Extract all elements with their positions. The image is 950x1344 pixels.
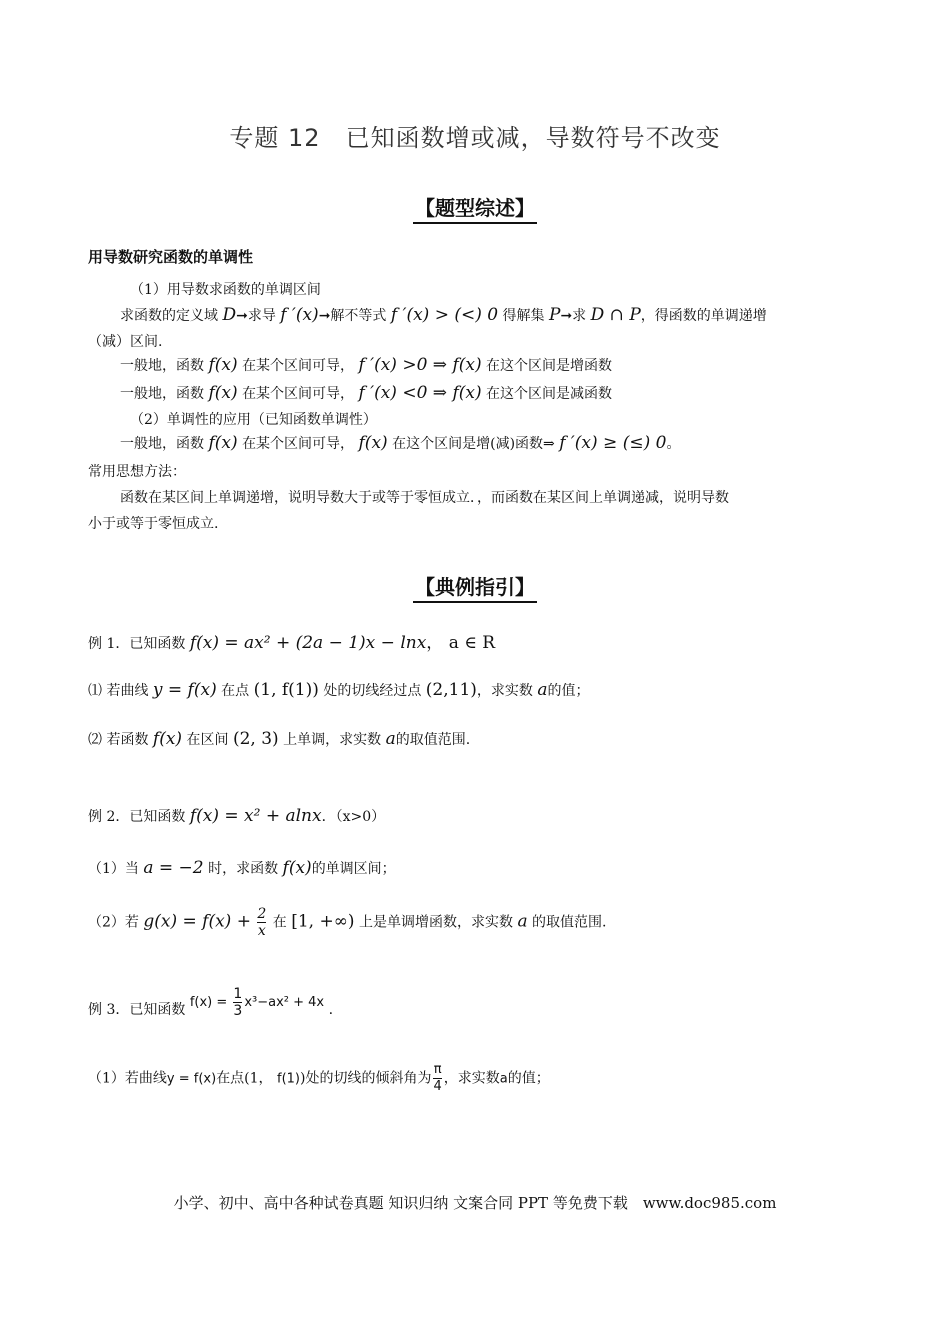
overview-paragraph: 小于或等于零恒成立.: [88, 516, 219, 532]
fraction: $\frac{1}{3}$: [233, 986, 243, 1019]
example-2-question-2: （2）若 g(x) = f(x) + $\frac{2}{x}$ 在 [1, +∞) 上是单调增函数，求实数 a 的取值范围.: [88, 906, 607, 939]
example-2-question-1: （1）当 a = −2 时，求函数 f(x)的单调区间；: [88, 858, 396, 878]
example-3-statement: 例 3．已知函数 f(x) = $\frac{1}{3}$ x³−ax² + 4x .: [88, 986, 334, 1019]
example-3-question-1: （1）若曲线y = f(x)在点(1， f(1))处的切线的倾斜角为 $\frac{\pi}{4}$ ，求实数a的值；: [88, 1062, 550, 1094]
overview-paragraph: 常用思想方法：: [88, 464, 186, 480]
example-1-statement: 例 1．已知函数 f(x) = ax² + (2a − 1)x − lnx， a ∈ R: [88, 633, 496, 653]
example-1-question-1: ⑴ 若曲线 y = f(x) 在点 (1, f(1)) 处的切线经过点 (2,11)，求实数 a的值；: [88, 680, 590, 700]
example-2-statement: 例 2．已知函数 f(x) = x² + alnx．（x>0）: [88, 806, 386, 826]
overview-paragraph: 求函数的定义域 D➞求导 f ′(x)➞解不等式 f ′(x) > (<) 0 得解集 P➞求 D ∩ P，得函数的单调递增: [120, 305, 767, 325]
page-footer: 小学、初中、高中各种试卷真题 知识归纳 文案合同 PPT 等免费下载 www.doc985.com: [173, 1194, 777, 1212]
overview-paragraph: （减）区间.: [88, 334, 163, 350]
fraction: $\frac{\pi}{4}$: [433, 1062, 442, 1094]
overview-paragraph: （1）用导数求函数的单调区间: [130, 282, 321, 298]
section-heading-overview: 【题型综述】: [0, 192, 950, 224]
example-1-question-2: ⑵ 若函数 f(x) 在区间 (2, 3) 上单调，求实数 a的取值范围.: [88, 729, 471, 749]
overview-paragraph: 一般地，函数 f(x) 在某个区间可导， f ′(x) <0 ⇒ f(x) 在这个区间是减函数: [120, 383, 613, 403]
overview-paragraph: 函数在某区间上单调递增，说明导数大于或等于零恒成立．，而函数在某区间上单调递减，说明导数: [120, 490, 729, 506]
page-title: 专题 12 已知函数增或减，导数符号不改变: [229, 124, 721, 152]
fraction: $\frac{2}{x}$: [257, 906, 267, 939]
overview-subtitle: 用导数研究函数的单调性: [88, 248, 254, 266]
overview-paragraph: 一般地，函数 f(x) 在某个区间可导， f ′(x) >0 ⇒ f(x) 在这个区间是增函数: [120, 355, 613, 375]
overview-paragraph: （2）单调性的应用（已知函数单调性）: [130, 412, 377, 428]
example-3-formula: f(x) = $\frac{1}{3}$ x³−ax² + 4x: [189, 986, 325, 1019]
section-heading-examples: 【典例指引】: [0, 571, 950, 603]
overview-paragraph: 一般地，函数 f(x) 在某个区间可导， f(x) 在这个区间是增(减)函数⇒ f ′(x) ≥ (≤) 0。: [120, 433, 681, 453]
